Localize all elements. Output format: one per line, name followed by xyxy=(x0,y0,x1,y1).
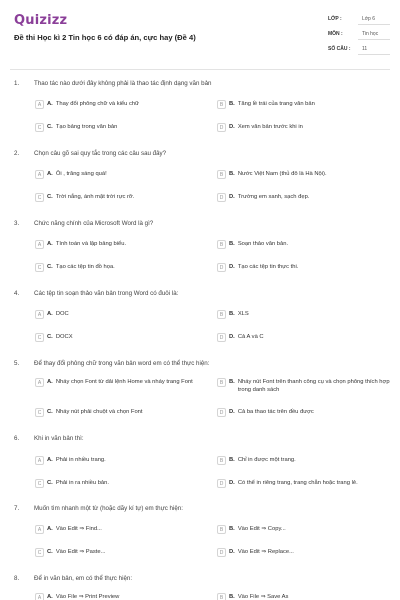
option-d[interactable] xyxy=(217,549,400,557)
question-number: 4. xyxy=(14,290,20,297)
worksheet-header xyxy=(0,0,400,68)
option-badge: A xyxy=(35,456,44,465)
header-divider xyxy=(10,69,390,70)
option-badge: D xyxy=(217,123,226,132)
option-badge: A xyxy=(35,240,44,249)
option-text: Vào File ⇒ Save As xyxy=(237,594,289,600)
option-letter: D. xyxy=(229,549,235,555)
option-a[interactable] xyxy=(35,379,206,387)
option-badge: B xyxy=(217,378,226,387)
option-text: Vào Edit ⇒ Copy... xyxy=(237,526,286,532)
option-letter: A. xyxy=(47,101,53,107)
option-letter: C. xyxy=(47,334,53,340)
option-letter: B. xyxy=(229,101,235,107)
option-text: Cả A và C xyxy=(237,334,264,340)
question-number: 3. xyxy=(14,220,20,227)
option-text: Vào Edit ⇒ Paste... xyxy=(55,549,106,555)
option-badge: B xyxy=(217,525,226,534)
option-a[interactable] xyxy=(35,171,206,179)
option-letter: A. xyxy=(47,241,53,247)
option-badge: B xyxy=(217,100,226,109)
option-text: Ôi , trăng sáng quá! xyxy=(55,171,107,177)
option-text: Chỉ in được một trang. xyxy=(237,457,296,463)
meta-underline xyxy=(358,54,390,55)
question-text: Chức năng chính của Microsoft Word là gì? xyxy=(34,220,154,227)
option-letter: D. xyxy=(229,409,235,415)
option-badge: A xyxy=(35,170,44,179)
option-letter: B. xyxy=(229,594,235,600)
option-text: Vào File ⇒ Print Preview xyxy=(55,594,120,600)
option-letter: A. xyxy=(47,171,53,177)
question-text: Khi in văn bản thì: xyxy=(34,435,84,442)
option-badge: D xyxy=(217,193,226,202)
option-a[interactable] xyxy=(35,101,206,109)
option-badge: A xyxy=(35,100,44,109)
option-b[interactable] xyxy=(217,101,400,109)
option-letter: B. xyxy=(229,171,235,177)
option-text: Tạo các tệp tin đồ họa. xyxy=(55,264,115,270)
option-letter: D. xyxy=(229,124,235,130)
option-a[interactable] xyxy=(35,594,206,600)
option-c[interactable] xyxy=(35,124,206,132)
question-number: 7. xyxy=(14,505,20,512)
option-text: Nháy nút Font trên thanh công cụ và chọn phông thích hợp trong danh sách xyxy=(237,379,390,393)
option-c[interactable] xyxy=(35,549,206,557)
meta-label-subject: MÔN : xyxy=(328,31,343,37)
option-b[interactable] xyxy=(217,594,400,600)
option-letter: A. xyxy=(47,526,53,532)
option-badge: B xyxy=(217,593,226,600)
meta-label-count: SỐ CÂU : xyxy=(328,46,351,52)
question-text: Để thay đổi phông chữ trong văn bản word em có thể thực hiện: xyxy=(34,360,210,367)
option-letter: C. xyxy=(47,480,53,486)
meta-value-grade: Lớp 6 xyxy=(362,16,376,22)
option-text: Trường em xanh, sạch đẹp. xyxy=(237,194,310,200)
meta-underline xyxy=(358,39,390,40)
option-badge: B xyxy=(217,170,226,179)
option-letter: C. xyxy=(47,549,53,555)
option-letter: D. xyxy=(229,264,235,270)
option-badge: C xyxy=(35,193,44,202)
option-badge: C xyxy=(35,548,44,557)
option-b[interactable] xyxy=(217,241,400,249)
option-d[interactable] xyxy=(217,409,400,417)
option-letter: C. xyxy=(47,264,53,270)
option-badge: B xyxy=(217,310,226,319)
option-d[interactable] xyxy=(217,480,400,488)
option-badge: D xyxy=(217,479,226,488)
option-text: Phải in ra nhiều bản. xyxy=(55,480,109,486)
option-text: Trời nắng, ánh mặt trời rực rỡ. xyxy=(55,194,135,200)
meta-label-grade: LỚP : xyxy=(328,16,342,22)
option-badge: D xyxy=(217,263,226,272)
option-text: Tạo các tệp tin thực thi. xyxy=(237,264,299,270)
option-b[interactable] xyxy=(217,457,400,465)
option-letter: C. xyxy=(47,194,53,200)
option-letter: B. xyxy=(229,241,235,247)
option-badge: B xyxy=(217,240,226,249)
option-b[interactable] xyxy=(217,311,400,319)
option-a[interactable] xyxy=(35,457,206,465)
question-number: 5. xyxy=(14,360,20,367)
option-badge: B xyxy=(217,456,226,465)
option-text: Tính toán và lập bảng biểu. xyxy=(55,241,127,247)
question-text: Muốn tìm nhanh một từ (hoặc dãy kí tự) em thực hiện: xyxy=(34,505,183,512)
option-c[interactable] xyxy=(35,409,206,417)
option-badge: A xyxy=(35,593,44,600)
meta-value-subject: Tin học xyxy=(362,31,379,37)
option-b[interactable] xyxy=(217,171,400,179)
meta-value-count: 11 xyxy=(362,46,368,52)
option-d[interactable] xyxy=(217,334,400,342)
option-a[interactable] xyxy=(35,526,206,534)
option-badge: D xyxy=(217,333,226,342)
option-letter: C. xyxy=(47,124,53,130)
option-c[interactable] xyxy=(35,334,206,342)
option-a[interactable] xyxy=(35,241,206,249)
option-letter: A. xyxy=(47,311,53,317)
question-number: 1. xyxy=(14,80,20,87)
option-badge: C xyxy=(35,408,44,417)
option-letter: D. xyxy=(229,480,235,486)
option-d[interactable] xyxy=(217,194,400,202)
option-text: Nháy chọn Font từ dải lệnh Home và nháy trang Font xyxy=(55,379,193,385)
question-text: Các tệp tin soạn thảo văn bản trong Word có đuôi là: xyxy=(34,290,179,297)
option-text: Nước Việt Nam (thủ đô là Hà Nội). xyxy=(237,171,327,177)
option-text: Có thể in riêng trang, trang chẵn hoặc trang lẻ. xyxy=(237,480,358,486)
option-letter: A. xyxy=(47,457,53,463)
option-text: DOCX xyxy=(55,334,73,340)
option-text: Thay đổi phông chữ và kiểu chữ xyxy=(55,101,139,107)
option-badge: C xyxy=(35,333,44,342)
option-letter: A. xyxy=(47,379,53,385)
option-d[interactable] xyxy=(217,264,400,272)
option-badge: D xyxy=(217,408,226,417)
option-text: Phải in nhiều trang. xyxy=(55,457,106,463)
question-number: 8. xyxy=(14,575,20,582)
option-badge: A xyxy=(35,378,44,387)
option-c[interactable] xyxy=(35,264,206,272)
option-d[interactable] xyxy=(217,124,400,132)
option-c[interactable] xyxy=(35,194,206,202)
option-text: Tăng lề trái của trang văn bản xyxy=(237,101,315,107)
option-a[interactable] xyxy=(35,311,206,319)
option-c[interactable] xyxy=(35,480,206,488)
option-badge: D xyxy=(217,548,226,557)
option-text: Nháy nút phải chuột và chọn Font xyxy=(55,409,143,415)
option-letter: D. xyxy=(229,194,235,200)
quizizz-logo: Quizizz xyxy=(14,13,68,28)
option-badge: A xyxy=(35,525,44,534)
option-b[interactable] xyxy=(217,379,400,394)
question-text: Thao tác nào dưới đây không phải là thao tác định dạng văn bản xyxy=(34,80,212,87)
question-number: 6. xyxy=(14,435,20,442)
option-badge: C xyxy=(35,479,44,488)
question-text: Chọn câu gõ sai quy tắc trong các câu sau đây? xyxy=(34,150,167,157)
option-letter: A. xyxy=(47,594,53,600)
option-letter: C. xyxy=(47,409,53,415)
option-letter: B. xyxy=(229,457,235,463)
option-text: Vào Edit ⇒ Replace... xyxy=(237,549,294,555)
option-badge: A xyxy=(35,310,44,319)
option-text: XLS xyxy=(237,311,249,317)
option-text: DOC xyxy=(55,311,69,317)
worksheet-title: Đề thi Học kì 2 Tin học 6 có đáp án, cực hay (Đề 4) xyxy=(14,33,196,42)
meta-underline xyxy=(358,24,390,25)
question-number: 2. xyxy=(14,150,20,157)
option-badge: C xyxy=(35,263,44,272)
option-b[interactable] xyxy=(217,526,400,534)
option-text: Xem văn bản trước khi in xyxy=(237,124,303,130)
option-letter: D. xyxy=(229,334,235,340)
question-text: Để in văn bản, em có thể thực hiện: xyxy=(34,575,133,582)
option-text: Soạn thảo văn bản. xyxy=(237,241,289,247)
option-badge: C xyxy=(35,123,44,132)
option-letter: B. xyxy=(229,311,235,317)
option-letter: B. xyxy=(229,379,235,385)
option-text: Tạo bảng trong văn bản xyxy=(55,124,118,130)
option-text: Vào Edit ⇒ Find... xyxy=(55,526,102,532)
option-letter: B. xyxy=(229,526,235,532)
option-text: Cả ba thao tác trên đều được xyxy=(237,409,314,415)
